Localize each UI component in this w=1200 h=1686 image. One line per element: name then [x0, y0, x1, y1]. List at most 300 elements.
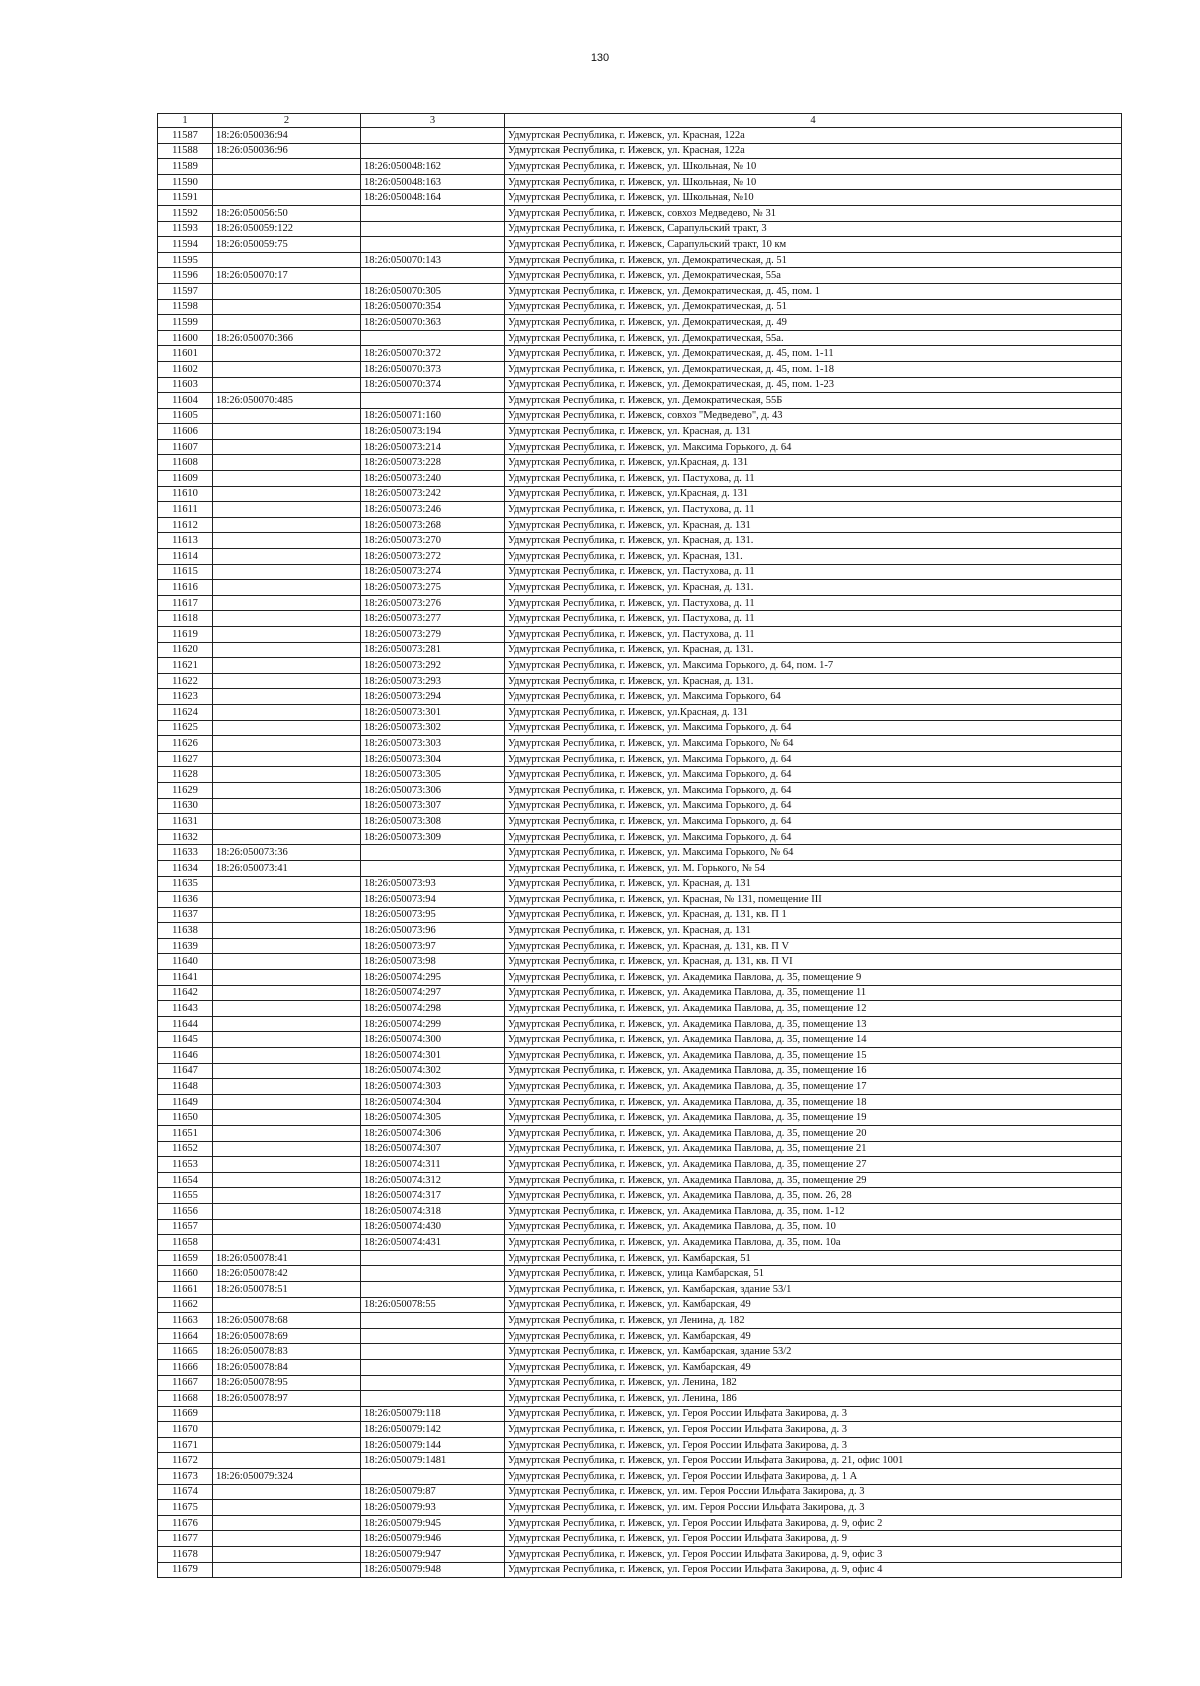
object-number-cell: 18:26:050074:306: [361, 1126, 505, 1142]
object-number-cell: [361, 1375, 505, 1391]
object-number-cell: 18:26:050048:164: [361, 190, 505, 206]
object-number-cell: [361, 845, 505, 861]
address-cell: Удмуртская Республика, г. Ижевск, ул. Демократическая, 55а.: [505, 330, 1122, 346]
cadastral-number-cell: [213, 1126, 361, 1142]
table-row: [158, 1126, 1122, 1142]
cadastral-number-cell: [213, 299, 361, 315]
object-number-cell: 18:26:050073:279: [361, 627, 505, 643]
row-number-cell: 11599: [158, 315, 213, 331]
table-row: [158, 549, 1122, 565]
row-number-cell: 11659: [158, 1250, 213, 1266]
table-row: [158, 1281, 1122, 1297]
row-number-cell: 11610: [158, 486, 213, 502]
row-number-cell: 11606: [158, 424, 213, 440]
address-cell: Удмуртская Республика, г. Ижевск, ул. Героя России Ильфата Закирова, д. 9, офис 3: [505, 1547, 1122, 1563]
row-number-cell: 11598: [158, 299, 213, 315]
address-cell: Удмуртская Республика, г. Ижевск, ул. Пастухова, д. 11: [505, 627, 1122, 643]
address-cell: Удмуртская Республика, г. Ижевск, ул. Демократическая, д. 49: [505, 315, 1122, 331]
address-cell: Удмуртская Республика, г. Ижевск, ул. им. Героя России Ильфата Закирова, д. 3: [505, 1484, 1122, 1500]
row-number-cell: 11646: [158, 1048, 213, 1064]
row-number-cell: 11597: [158, 283, 213, 299]
object-number-cell: 18:26:050073:275: [361, 580, 505, 596]
table-row: [158, 1266, 1122, 1282]
row-number-cell: 11603: [158, 377, 213, 393]
table-row: [158, 205, 1122, 221]
table-row: [158, 642, 1122, 658]
address-cell: Удмуртская Республика, г. Ижевск, ул. Героя России Ильфата Закирова, д. 1 А: [505, 1469, 1122, 1485]
object-number-cell: 18:26:050074:307: [361, 1141, 505, 1157]
cadastral-number-cell: [213, 1048, 361, 1064]
cadastral-number-cell: [213, 1110, 361, 1126]
object-number-cell: [361, 860, 505, 876]
row-number-cell: 11656: [158, 1203, 213, 1219]
row-number-cell: 11678: [158, 1547, 213, 1563]
cadastral-number-cell: [213, 517, 361, 533]
address-cell: Удмуртская Республика, г. Ижевск, ул. Академика Павлова, д. 35, помещение 16: [505, 1063, 1122, 1079]
address-cell: Удмуртская Республика, г. Ижевск, ул. Камбарская, здание 53/1: [505, 1281, 1122, 1297]
cadastral-number-cell: [213, 954, 361, 970]
row-number-cell: 11639: [158, 938, 213, 954]
cadastral-number-cell: [213, 798, 361, 814]
object-number-cell: 18:26:050074:297: [361, 985, 505, 1001]
row-number-cell: 11619: [158, 627, 213, 643]
address-cell: Удмуртская Республика, г. Ижевск, ул. Героя России Ильфата Закирова, д. 21, офис 1001: [505, 1453, 1122, 1469]
address-cell: Удмуртская Республика, г. Ижевск, Сарапульский тракт, 10 км: [505, 237, 1122, 253]
row-number-cell: 11624: [158, 704, 213, 720]
cadastral-number-cell: [213, 283, 361, 299]
address-cell: Удмуртская Республика, г. Ижевск, ул. Демократическая, д. 45, пом. 1-18: [505, 361, 1122, 377]
row-number-cell: 11670: [158, 1422, 213, 1438]
row-number-cell: 11648: [158, 1079, 213, 1095]
registry-table: [157, 113, 1122, 1578]
address-cell: Удмуртская Республика, г. Ижевск, ул. Школьная, №10: [505, 190, 1122, 206]
table-row: [158, 673, 1122, 689]
cadastral-number-cell: [213, 689, 361, 705]
object-number-cell: 18:26:050070:363: [361, 315, 505, 331]
address-cell: Удмуртская Республика, г. Ижевск, ул. Академика Павлова, д. 35, помещение 14: [505, 1032, 1122, 1048]
cadastral-number-cell: [213, 1032, 361, 1048]
object-number-cell: 18:26:050073:274: [361, 564, 505, 580]
address-cell: Удмуртская Республика, г. Ижевск, ул. Академика Павлова, д. 35, помещение 13: [505, 1016, 1122, 1032]
table-row: [158, 580, 1122, 596]
address-cell: Удмуртская Республика, г. Ижевск, ул. Максима Горького, д. 64: [505, 767, 1122, 783]
object-number-cell: 18:26:050074:298: [361, 1001, 505, 1017]
table-row: [158, 845, 1122, 861]
table-row: [158, 1453, 1122, 1469]
row-number-cell: 11617: [158, 595, 213, 611]
address-cell: Удмуртская Республика, г. Ижевск, ул. Красная, д. 131: [505, 923, 1122, 939]
object-number-cell: 18:26:050074:431: [361, 1235, 505, 1251]
address-cell: Удмуртская Республика, г. Ижевск, ул. Красная, 131.: [505, 549, 1122, 565]
address-cell: Удмуртская Республика, г. Ижевск, ул. Академика Павлова, д. 35, пом. 26, 28: [505, 1188, 1122, 1204]
object-number-cell: 18:26:050079:144: [361, 1437, 505, 1453]
object-number-cell: [361, 268, 505, 284]
row-number-cell: 11640: [158, 954, 213, 970]
address-cell: Удмуртская Республика, г. Ижевск, ул. Максима Горького, д. 64: [505, 751, 1122, 767]
row-number-cell: 11587: [158, 128, 213, 144]
address-cell: Удмуртская Республика, г. Ижевск, ул. Красная, д. 131, кв. П 1: [505, 907, 1122, 923]
cadastral-number-cell: 18:26:050056:50: [213, 205, 361, 221]
table-row: [158, 767, 1122, 783]
table-row: [158, 1359, 1122, 1375]
table-row: [158, 1391, 1122, 1407]
object-number-cell: 18:26:050074:301: [361, 1048, 505, 1064]
cadastral-number-cell: 18:26:050078:41: [213, 1250, 361, 1266]
row-number-cell: 11625: [158, 720, 213, 736]
table-row: [158, 143, 1122, 159]
row-number-cell: 11669: [158, 1406, 213, 1422]
address-cell: Удмуртская Республика, г. Ижевск, ул.Красная, д. 131: [505, 704, 1122, 720]
address-cell: Удмуртская Республика, г. Ижевск, ул. Академика Павлова, д. 35, пом. 1-12: [505, 1203, 1122, 1219]
table-row: [158, 798, 1122, 814]
address-cell: Удмуртская Республика, г. Ижевск, совхоз "Медведево", д. 43: [505, 408, 1122, 424]
object-number-cell: 18:26:050073:309: [361, 829, 505, 845]
table-row: [158, 860, 1122, 876]
row-number-cell: 11677: [158, 1531, 213, 1547]
cadastral-number-cell: [213, 1079, 361, 1095]
object-number-cell: 18:26:050079:87: [361, 1484, 505, 1500]
cadastral-number-cell: [213, 377, 361, 393]
object-number-cell: 18:26:050079:1481: [361, 1453, 505, 1469]
object-number-cell: 18:26:050079:142: [361, 1422, 505, 1438]
object-number-cell: 18:26:050048:163: [361, 174, 505, 190]
table-row: [158, 1469, 1122, 1485]
row-number-cell: 11661: [158, 1281, 213, 1297]
table-row: [158, 1531, 1122, 1547]
cadastral-number-cell: [213, 564, 361, 580]
table-row: [158, 1437, 1122, 1453]
object-number-cell: [361, 1250, 505, 1266]
cadastral-number-cell: [213, 439, 361, 455]
row-number-cell: 11633: [158, 845, 213, 861]
object-number-cell: 18:26:050073:214: [361, 439, 505, 455]
cadastral-number-cell: [213, 1406, 361, 1422]
cadastral-number-cell: 18:26:050036:96: [213, 143, 361, 159]
row-number-cell: 11611: [158, 502, 213, 518]
row-number-cell: 11629: [158, 782, 213, 798]
cadastral-number-cell: 18:26:050059:75: [213, 237, 361, 253]
table-row: [158, 985, 1122, 1001]
cadastral-number-cell: [213, 642, 361, 658]
address-cell: Удмуртская Республика, г. Ижевск, ул.Красная, д. 131: [505, 486, 1122, 502]
object-number-cell: 18:26:050079:93: [361, 1500, 505, 1516]
object-number-cell: 18:26:050073:268: [361, 517, 505, 533]
table-row: [158, 1235, 1122, 1251]
row-number-cell: 11641: [158, 970, 213, 986]
object-number-cell: 18:26:050079:946: [361, 1531, 505, 1547]
object-number-cell: 18:26:050074:303: [361, 1079, 505, 1095]
address-cell: Удмуртская Республика, г. Ижевск, ул. Максима Горького, № 64: [505, 736, 1122, 752]
address-cell: Удмуртская Республика, г. Ижевск, ул. Героя России Ильфата Закирова, д. 3: [505, 1437, 1122, 1453]
object-number-cell: 18:26:050073:303: [361, 736, 505, 752]
cadastral-number-cell: [213, 1422, 361, 1438]
row-number-cell: 11609: [158, 471, 213, 487]
row-number-cell: 11592: [158, 205, 213, 221]
table-row: [158, 1048, 1122, 1064]
address-cell: Удмуртская Республика, г. Ижевск, ул. Красная, д. 131: [505, 876, 1122, 892]
row-number-cell: 11623: [158, 689, 213, 705]
object-number-cell: 18:26:050073:228: [361, 455, 505, 471]
table-row: [158, 1157, 1122, 1173]
cadastral-number-cell: [213, 938, 361, 954]
cadastral-number-cell: [213, 892, 361, 908]
table-row: [158, 892, 1122, 908]
object-number-cell: 18:26:050078:55: [361, 1297, 505, 1313]
cadastral-number-cell: [213, 673, 361, 689]
address-cell: Удмуртская Республика, г. Ижевск, ул. Академика Павлова, д. 35, помещение 17: [505, 1079, 1122, 1095]
address-cell: Удмуртская Республика, г. Ижевск, ул. Демократическая, д. 45, пом. 1-23: [505, 377, 1122, 393]
object-number-cell: 18:26:050073:293: [361, 673, 505, 689]
object-number-cell: 18:26:050073:93: [361, 876, 505, 892]
cadastral-number-cell: [213, 704, 361, 720]
address-cell: Удмуртская Республика, г. Ижевск, ул. Красная, д. 131.: [505, 673, 1122, 689]
object-number-cell: 18:26:050073:294: [361, 689, 505, 705]
object-number-cell: [361, 237, 505, 253]
cadastral-number-cell: 18:26:050070:366: [213, 330, 361, 346]
cadastral-number-cell: [213, 829, 361, 845]
object-number-cell: [361, 1281, 505, 1297]
object-number-cell: 18:26:050079:945: [361, 1515, 505, 1531]
table-row: [158, 1313, 1122, 1329]
address-cell: Удмуртская Республика, г. Ижевск, ул. Пастухова, д. 11: [505, 502, 1122, 518]
cadastral-number-cell: [213, 346, 361, 362]
table-row: [158, 377, 1122, 393]
table-row: [158, 1297, 1122, 1313]
address-cell: Удмуртская Республика, г. Ижевск, ул. Максима Горького, 64: [505, 689, 1122, 705]
cadastral-number-cell: [213, 1063, 361, 1079]
row-number-cell: 11650: [158, 1110, 213, 1126]
object-number-cell: 18:26:050079:947: [361, 1547, 505, 1563]
header-col-1: 1: [158, 114, 213, 128]
row-number-cell: 11634: [158, 860, 213, 876]
address-cell: Удмуртская Республика, г. Ижевск, ул. Красная, д. 131.: [505, 642, 1122, 658]
row-number-cell: 11644: [158, 1016, 213, 1032]
cadastral-number-cell: [213, 767, 361, 783]
address-cell: Удмуртская Республика, г. Ижевск, ул. Максима Горького, д. 64: [505, 798, 1122, 814]
object-number-cell: 18:26:050070:354: [361, 299, 505, 315]
table-row: [158, 533, 1122, 549]
object-number-cell: [361, 1391, 505, 1407]
table-row: [158, 658, 1122, 674]
object-number-cell: [361, 1344, 505, 1360]
cadastral-number-cell: [213, 751, 361, 767]
header-col-3: 3: [361, 114, 505, 128]
address-cell: Удмуртская Республика, г. Ижевск, ул. Школьная, № 10: [505, 174, 1122, 190]
table-row: [158, 190, 1122, 206]
cadastral-number-cell: 18:26:050078:95: [213, 1375, 361, 1391]
row-number-cell: 11657: [158, 1219, 213, 1235]
row-number-cell: 11615: [158, 564, 213, 580]
table-row: [158, 1141, 1122, 1157]
cadastral-number-cell: [213, 159, 361, 175]
table-row: [158, 299, 1122, 315]
cadastral-number-cell: [213, 1297, 361, 1313]
address-cell: Удмуртская Республика, г. Ижевск, ул. Пастухова, д. 11: [505, 611, 1122, 627]
table-row: [158, 128, 1122, 144]
row-number-cell: 11649: [158, 1094, 213, 1110]
table-row: [158, 1188, 1122, 1204]
row-number-cell: 11622: [158, 673, 213, 689]
cadastral-number-cell: [213, 1203, 361, 1219]
cadastral-number-cell: [213, 985, 361, 1001]
address-cell: Удмуртская Республика, г. Ижевск, ул. Максима Горького, № 64: [505, 845, 1122, 861]
row-number-cell: 11616: [158, 580, 213, 596]
object-number-cell: 18:26:050073:194: [361, 424, 505, 440]
cadastral-number-cell: 18:26:050070:485: [213, 393, 361, 409]
table-row: [158, 1328, 1122, 1344]
cadastral-number-cell: [213, 174, 361, 190]
object-number-cell: 18:26:050079:948: [361, 1562, 505, 1578]
address-cell: Удмуртская Республика, г. Ижевск, ул. Академика Павлова, д. 35, помещение 9: [505, 970, 1122, 986]
table-row: [158, 1562, 1122, 1578]
header-col-4: 4: [505, 114, 1122, 128]
address-cell: Удмуртская Республика, г. Ижевск, ул. Демократическая, д. 45, пом. 1: [505, 283, 1122, 299]
cadastral-number-cell: [213, 486, 361, 502]
object-number-cell: 18:26:050074:312: [361, 1172, 505, 1188]
table-row: [158, 439, 1122, 455]
cadastral-number-cell: [213, 1547, 361, 1563]
address-cell: Удмуртская Республика, г. Ижевск, ул. Героя России Ильфата Закирова, д. 9, офис 4: [505, 1562, 1122, 1578]
address-cell: Удмуртская Республика, г. Ижевск, ул.Красная, д. 131: [505, 455, 1122, 471]
row-number-cell: 11601: [158, 346, 213, 362]
table-row: [158, 970, 1122, 986]
table-row: [158, 408, 1122, 424]
row-number-cell: 11652: [158, 1141, 213, 1157]
object-number-cell: 18:26:050074:305: [361, 1110, 505, 1126]
table-row: [158, 346, 1122, 362]
object-number-cell: 18:26:050074:318: [361, 1203, 505, 1219]
table-row: [158, 1001, 1122, 1017]
address-cell: Удмуртская Республика, г. Ижевск, ул. Академика Павлова, д. 35, помещение 11: [505, 985, 1122, 1001]
cadastral-number-cell: 18:26:050078:97: [213, 1391, 361, 1407]
address-cell: Удмуртская Республика, г. Ижевск, ул. Героя России Ильфата Закирова, д. 9: [505, 1531, 1122, 1547]
table-row: [158, 1063, 1122, 1079]
row-number-cell: 11658: [158, 1235, 213, 1251]
row-number-cell: 11588: [158, 143, 213, 159]
object-number-cell: 18:26:050073:302: [361, 720, 505, 736]
table-row: [158, 221, 1122, 237]
object-number-cell: 18:26:050074:430: [361, 1219, 505, 1235]
table-row: [158, 814, 1122, 830]
row-number-cell: 11637: [158, 907, 213, 923]
object-number-cell: [361, 1313, 505, 1329]
address-cell: Удмуртская Республика, г. Ижевск, ул. Академика Павлова, д. 35, помещение 19: [505, 1110, 1122, 1126]
address-cell: Удмуртская Республика, г. Ижевск, ул. Максима Горького, д. 64: [505, 720, 1122, 736]
table-row: [158, 704, 1122, 720]
cadastral-number-cell: 18:26:050073:41: [213, 860, 361, 876]
address-cell: Удмуртская Республика, г. Ижевск, ул. Пастухова, д. 11: [505, 595, 1122, 611]
address-cell: Удмуртская Республика, г. Ижевск, ул. Академика Павлова, д. 35, пом. 10а: [505, 1235, 1122, 1251]
row-number-cell: 11605: [158, 408, 213, 424]
table-row: [158, 252, 1122, 268]
row-number-cell: 11679: [158, 1562, 213, 1578]
table-row: [158, 954, 1122, 970]
cadastral-number-cell: [213, 549, 361, 565]
row-number-cell: 11665: [158, 1344, 213, 1360]
cadastral-number-cell: 18:26:050073:36: [213, 845, 361, 861]
cadastral-number-cell: [213, 1094, 361, 1110]
cadastral-number-cell: 18:26:050078:83: [213, 1344, 361, 1360]
object-number-cell: 18:26:050073:242: [361, 486, 505, 502]
object-number-cell: 18:26:050073:276: [361, 595, 505, 611]
row-number-cell: 11667: [158, 1375, 213, 1391]
row-number-cell: 11636: [158, 892, 213, 908]
address-cell: Удмуртская Республика, г. Ижевск, ул. Красная, № 131, помещение III: [505, 892, 1122, 908]
table-row: [158, 1250, 1122, 1266]
object-number-cell: 18:26:050073:272: [361, 549, 505, 565]
object-number-cell: 18:26:050070:372: [361, 346, 505, 362]
object-number-cell: 18:26:050073:97: [361, 938, 505, 954]
object-number-cell: 18:26:050074:317: [361, 1188, 505, 1204]
object-number-cell: [361, 330, 505, 346]
cadastral-number-cell: [213, 1562, 361, 1578]
address-cell: Удмуртская Республика, г. Ижевск, ул. им. Героя России Ильфата Закирова, д. 3: [505, 1500, 1122, 1516]
object-number-cell: 18:26:050073:281: [361, 642, 505, 658]
address-cell: Удмуртская Республика, г. Ижевск, ул. Школьная, № 10: [505, 159, 1122, 175]
object-number-cell: 18:26:050073:304: [361, 751, 505, 767]
row-number-cell: 11621: [158, 658, 213, 674]
table-row: [158, 611, 1122, 627]
cadastral-number-cell: 18:26:050078:84: [213, 1359, 361, 1375]
table-row: [158, 283, 1122, 299]
address-cell: Удмуртская Республика, г. Ижевск, ул. Академика Павлова, д. 35, помещение 21: [505, 1141, 1122, 1157]
cadastral-number-cell: [213, 923, 361, 939]
object-number-cell: [361, 1469, 505, 1485]
cadastral-number-cell: 18:26:050078:69: [213, 1328, 361, 1344]
row-number-cell: 11655: [158, 1188, 213, 1204]
row-number-cell: 11596: [158, 268, 213, 284]
row-number-cell: 11651: [158, 1126, 213, 1142]
table-row: [158, 1110, 1122, 1126]
cadastral-number-cell: [213, 876, 361, 892]
cadastral-number-cell: [213, 315, 361, 331]
address-cell: Удмуртская Республика, г. Ижевск, ул. М. Горького, № 54: [505, 860, 1122, 876]
table-row: [158, 486, 1122, 502]
address-cell: Удмуртская Республика, г. Ижевск, ул. Академика Павлова, д. 35, помещение 20: [505, 1126, 1122, 1142]
address-cell: Удмуртская Республика, г. Ижевск, Сарапульский тракт, 3: [505, 221, 1122, 237]
row-number-cell: 11643: [158, 1001, 213, 1017]
cadastral-number-cell: [213, 1531, 361, 1547]
cadastral-number-cell: 18:26:050079:324: [213, 1469, 361, 1485]
cadastral-number-cell: [213, 1235, 361, 1251]
object-number-cell: 18:26:050070:373: [361, 361, 505, 377]
table-row: [158, 315, 1122, 331]
table-row: [158, 1016, 1122, 1032]
header-col-2: 2: [213, 114, 361, 128]
row-number-cell: 11642: [158, 985, 213, 1001]
cadastral-number-cell: [213, 611, 361, 627]
object-number-cell: 18:26:050074:304: [361, 1094, 505, 1110]
row-number-cell: 11676: [158, 1515, 213, 1531]
address-cell: Удмуртская Республика, г. Ижевск, ул. Камбарская, 49: [505, 1297, 1122, 1313]
cadastral-number-cell: [213, 1188, 361, 1204]
row-number-cell: 11602: [158, 361, 213, 377]
cadastral-number-cell: [213, 1157, 361, 1173]
address-cell: Удмуртская Республика, г. Ижевск, ул. Демократическая, д. 51: [505, 299, 1122, 315]
address-cell: Удмуртская Республика, г. Ижевск, ул. Ленина, 186: [505, 1391, 1122, 1407]
address-cell: Удмуртская Республика, г. Ижевск, ул. Академика Павлова, д. 35, пом. 10: [505, 1219, 1122, 1235]
cadastral-number-cell: 18:26:050036:94: [213, 128, 361, 144]
header-row: [158, 114, 1122, 128]
address-cell: Удмуртская Республика, г. Ижевск, ул Ленина, д. 182: [505, 1313, 1122, 1329]
address-cell: Удмуртская Республика, г. Ижевск, ул. Максима Горького, д. 64: [505, 439, 1122, 455]
address-cell: Удмуртская Республика, г. Ижевск, ул. Красная, д. 131.: [505, 580, 1122, 596]
object-number-cell: 18:26:050073:94: [361, 892, 505, 908]
cadastral-number-cell: [213, 595, 361, 611]
cadastral-number-cell: [213, 1172, 361, 1188]
table-row: [158, 923, 1122, 939]
table-row: [158, 595, 1122, 611]
